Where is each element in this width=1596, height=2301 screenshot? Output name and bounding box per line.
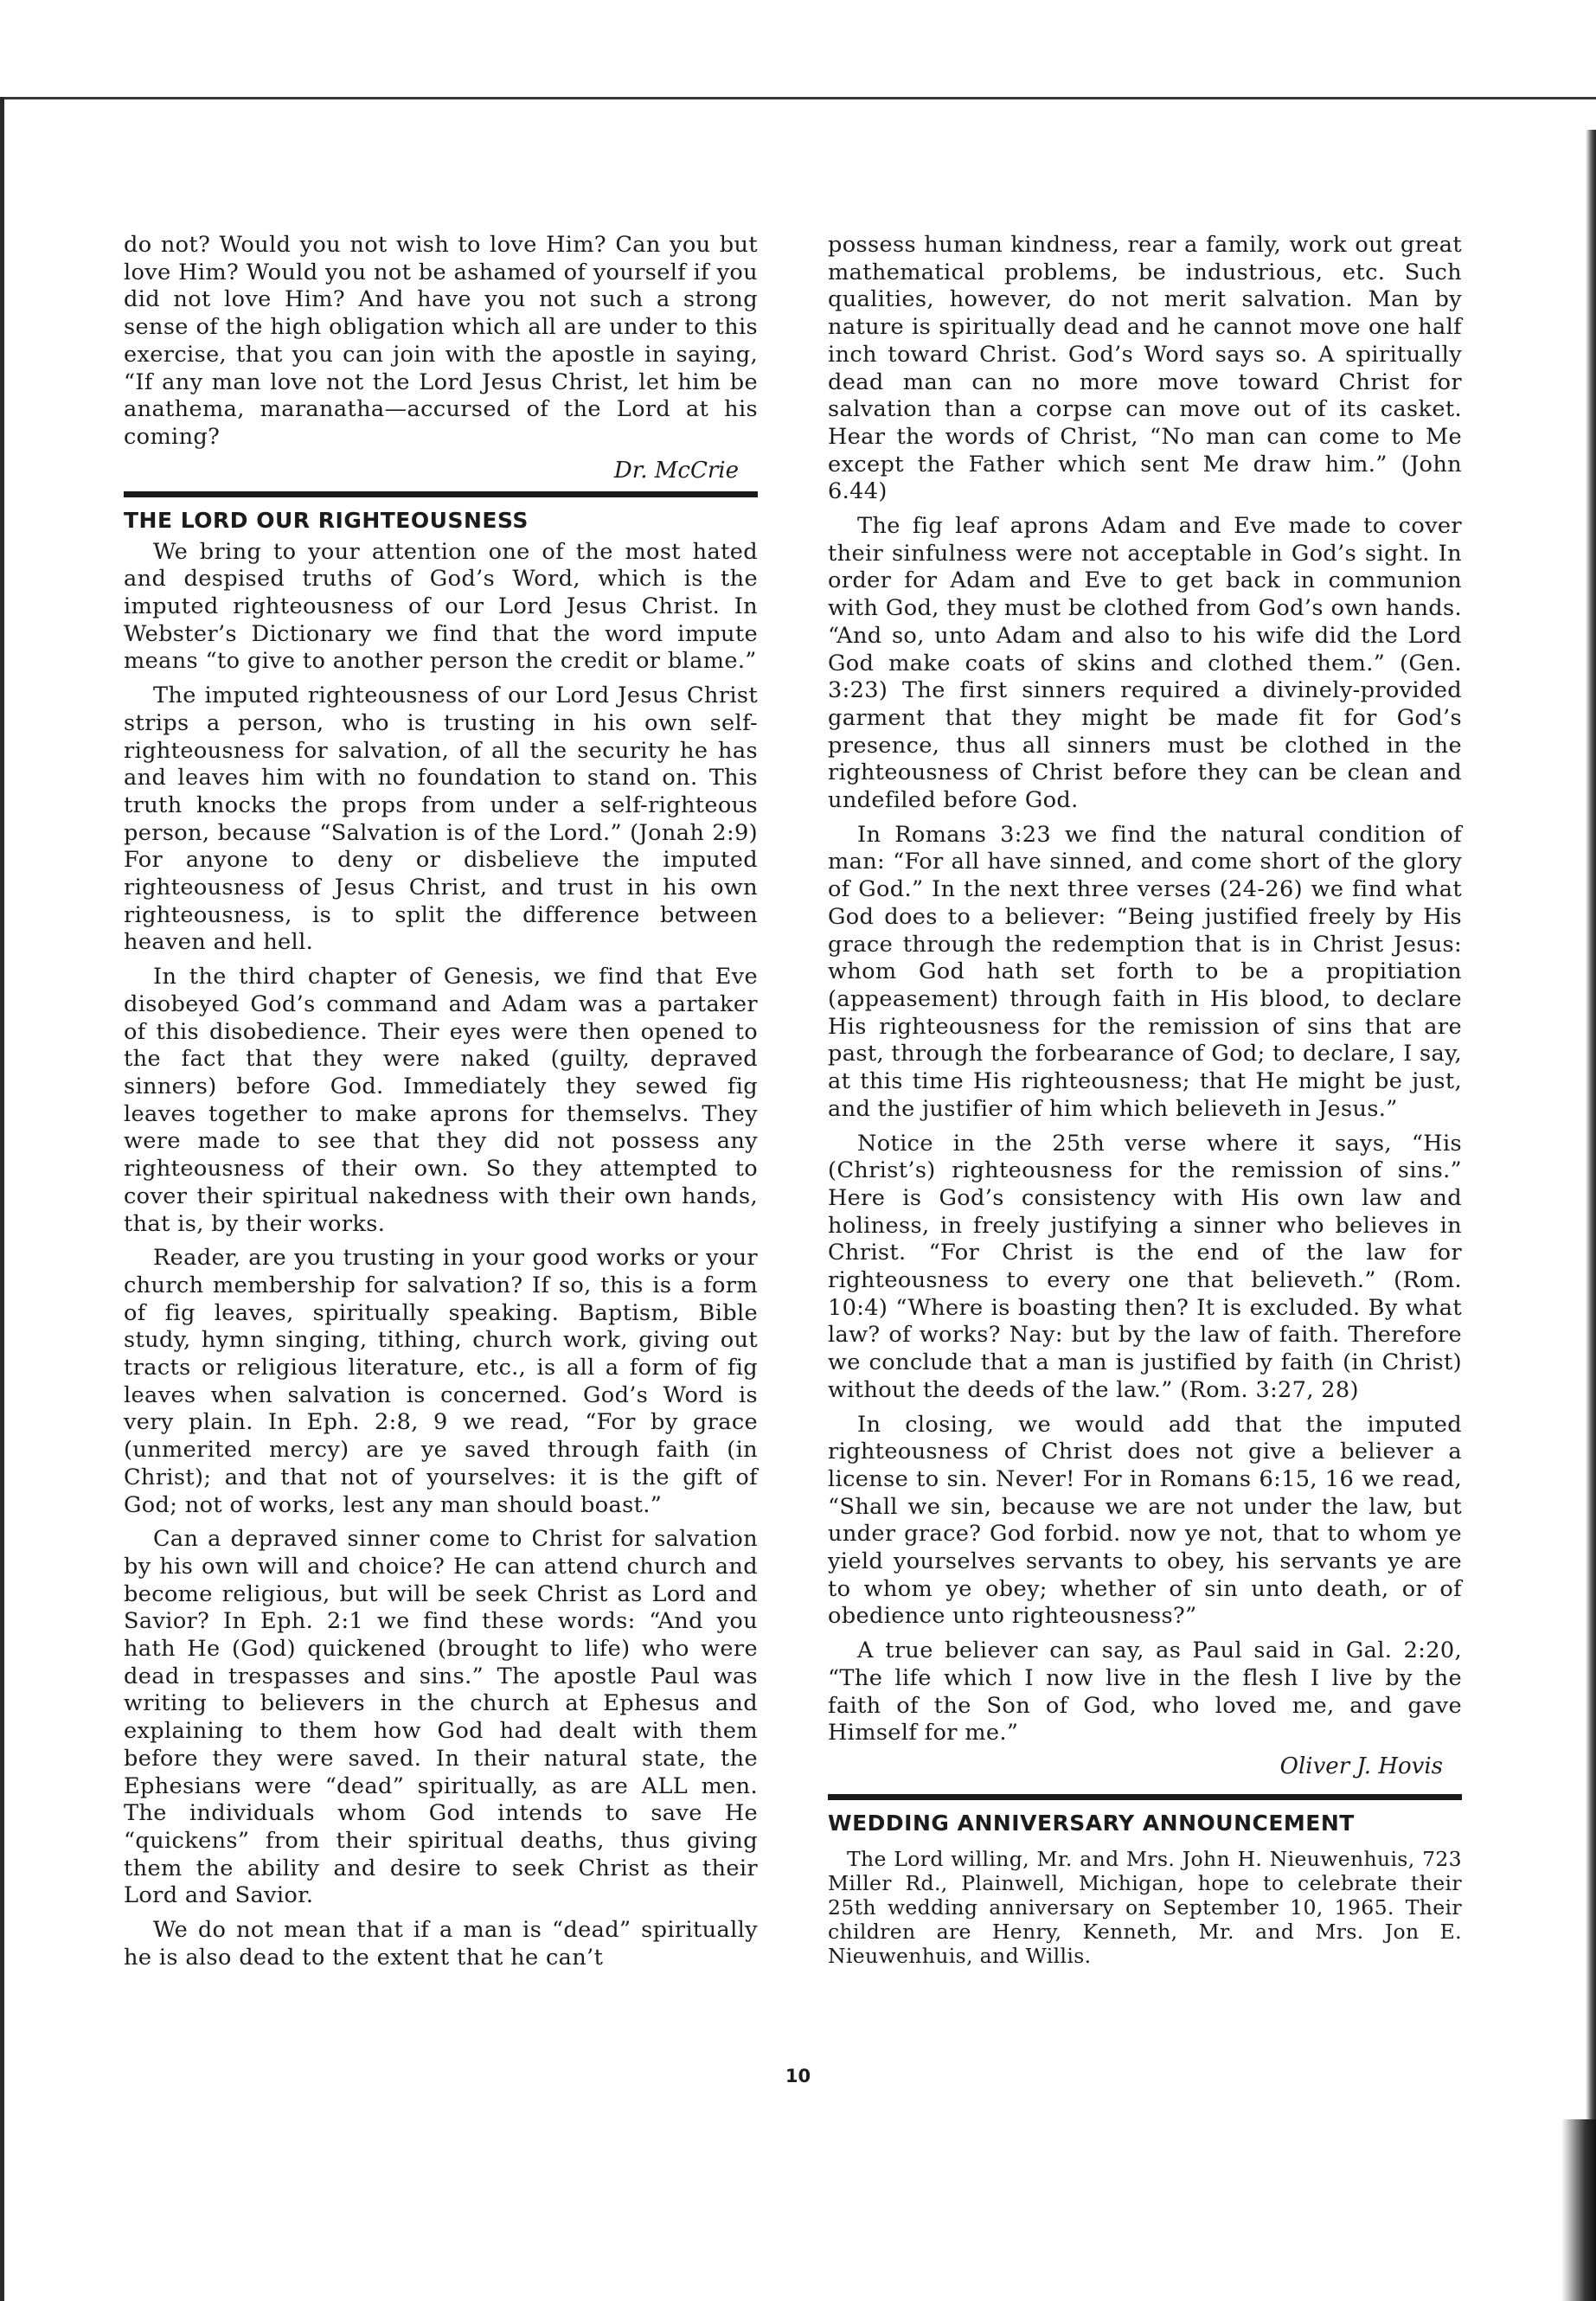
right-column bbox=[828, 232, 1462, 1968]
scan-edge-right bbox=[1586, 130, 1596, 2301]
intro-byline: Dr. McCrie bbox=[613, 457, 739, 484]
article-byline: Oliver J. Hovis bbox=[1279, 1753, 1443, 1779]
scan-edge-shadow bbox=[1561, 2119, 1596, 2301]
article-paragraph: We bring to your attention one of the most hated and despised truths of God’s Word, which is the imputed righteousness of our Lord Jesus Christ. In Webster’s Dictionary we find that the word impute means “to give to another person the credit or blame.” bbox=[124, 538, 758, 675]
continuation-paragraph: possess human kindness, rear a family, work out great mathematical problems, be industrious, etc. Such qualities, however, do not merit salvation. Man by nature is spiritually dead and he cannot move one half inch toward Christ. God’s Word says so. A spiritually dead man can no more move toward Christ for salvation than a corpse can move out of its casket. Hear the words of Christ, “No man can come to Me except the Father which sent Me draw him.” (John 6.44) bbox=[828, 232, 1462, 505]
article-paragraph: In closing, we would add that the imputed righteousness of Christ does not give a believer a license to sin. Never! For in Romans 6:15, 16 we read, “Shall we sin, because we are not under the law, but under grace? God forbid. now ye not, that to whom ye yield yourselves servants to obey, his servants ye are to whom ye obey; whether of sin unto death, or of obedience unto righteousness?” bbox=[828, 1411, 1462, 1630]
article-paragraph: Reader, are you trusting in your good works or your church membership for salvation? If so, this is a form of fig leaves, spiritually speaking. Baptism, Bible study, hymn singing, tithing, church work, giving out tracts or religious literature, etc., is all a form of fig leaves when salvation is concerned. God’s Word is very plain. In Eph. 2:8, 9 we read, “For by grace (unmerited mercy) are ye saved through faith (in Christ); and that not of yourselves: it is the gift of God; not of works, lest any man should boast.” bbox=[124, 1245, 758, 1518]
announcement-title: WEDDING ANNIVERSARY ANNOUNCEMENT bbox=[828, 1810, 1355, 1836]
article-title: THE LORD OUR RIGHTEOUSNESS bbox=[124, 507, 529, 533]
article-paragraph: The fig leaf aprons Adam and Eve made to cover their sinfulness were not acceptable in God’s sight. In order for Adam and Eve to get back in communion with God, they must be clothed from God’s own hands. “And so, unto Adam and also to his wife did the Lord God make coats of skins and clothed them.” (Gen. 3:23) The first sinners required a divinely-provided garment that they might be made fit for God’s presence, thus all sinners must be clothed in the righteousness of Christ before they can be clean and undefiled before God. bbox=[828, 513, 1462, 814]
left-column bbox=[124, 232, 758, 1971]
scan-edge-top bbox=[0, 97, 1596, 99]
article-paragraph: Can a depraved sinner come to Christ for salvation by his own will and choice? He can attend church and become religious, but will be seek Christ as Lord and Savior? In Eph. 2:1 we find these words: “And you hath He (God) quickened (brought to life) who were dead in trespasses and sins.” The apostle Paul was writing to believers in the church at Ephesus and explaining to them how God had dealt with them before they were saved. In their natural state, the Ephesians were “dead” spiritually, as are ALL men. The individuals whom God intends to save He “quickens” from their spiritual deaths, thus giving them the ability and desire to seek Christ as their Lord and Savior. bbox=[124, 1526, 758, 1909]
article-paragraph: Notice in the 25th verse where it says, “His (Christ’s) righteousness for the remission of sins.” Here is God’s consistency with His own law and holiness, in freely justifying a sinner who believes in Christ. “For Christ is the end of the law for righteousness to every one that believeth.” (Rom. 10:4) “Where is boasting then? It is excluded. By what law? of works? Nay: but by the law of faith. Therefore we conclude that a man is justified by faith (in Christ) without the deeds of the law.” (Rom. 3:27, 28) bbox=[828, 1130, 1462, 1403]
intro-paragraph: do not? Would you not wish to love Him? Can you but love Him? Would you not be ashamed of yourself if you did not love Him? And have you not such a strong sense of the high obligation which all are under to this exercise, that you can join with the apostle in saying, “If any man love not the Lord Jesus Christ, let him be anathema, maranatha—accursed of the Lord at his coming? bbox=[124, 232, 758, 450]
section-divider bbox=[828, 1794, 1462, 1800]
article-paragraph: A true believer can say, as Paul said in Gal. 2:20, “The life which I now live in the flesh I live by the faith of the Son of God, who loved me, and gave Himself for me.” bbox=[828, 1638, 1462, 1747]
article-paragraph: In Romans 3:23 we find the natural condition of man: “For all have sinned, and come short of the glory of God.” In the next three verses (24-26) we find what God does to a believer: “Being justified freely by His grace through the redemption that is in Christ Jesus: whom God hath set forth to be a propitiation (appeasement) through faith in His blood, to declare His righteousness for the remission of sins that are past, through the forbearance of God; to declare, I say, at this time His righteousness; that He might be just, and the justifier of him which believeth in Jesus.” bbox=[828, 821, 1463, 1122]
scan-edge-left bbox=[0, 97, 4, 2301]
article-paragraph: In the third chapter of Genesis, we find that Eve disobeyed God’s command and Adam was a partaker of this disobedience. Their eyes were then opened to the fact that they were naked (guilty, depraved sinners) before God. Immediately they sewed fig leaves together to make aprons for themselvs. They were made to see that they did not possess any righteousness of their own. So they attempted to cover their spiritual nakedness with their own hands, that is, by their works. bbox=[124, 964, 758, 1237]
page-number: 10 bbox=[785, 2066, 811, 2086]
announcement-text: The Lord willing, Mr. and Mrs. John H. Nieuwenhuis, 723 Miller Rd., Plainwell, Michigan, hope to celebrate their 25th wedding anniversary on September 10, 1965. Their children are Henry, Kenneth, Mr. and Mrs. Jon E. Nieuwenhuis, and Willis. bbox=[828, 1846, 1462, 1968]
article-paragraph: We do not mean that if a man is “dead” spiritually he is also dead to the extent that he can’t bbox=[124, 1917, 758, 1971]
section-divider bbox=[124, 491, 758, 497]
article-paragraph: The imputed righteousness of our Lord Jesus Christ strips a person, who is trusting in his own self-righteousness for salvation, of all the security he has and leaves him with no foundation to stand on. This truth knocks the props from under a self-righteous person, because “Salvation is of the Lord.” (Jonah 2:9) For anyone to deny or disbelieve the imputed righteousness of Jesus Christ, and trust in his own righteousness, is to split the difference between heaven and hell. bbox=[124, 683, 758, 956]
